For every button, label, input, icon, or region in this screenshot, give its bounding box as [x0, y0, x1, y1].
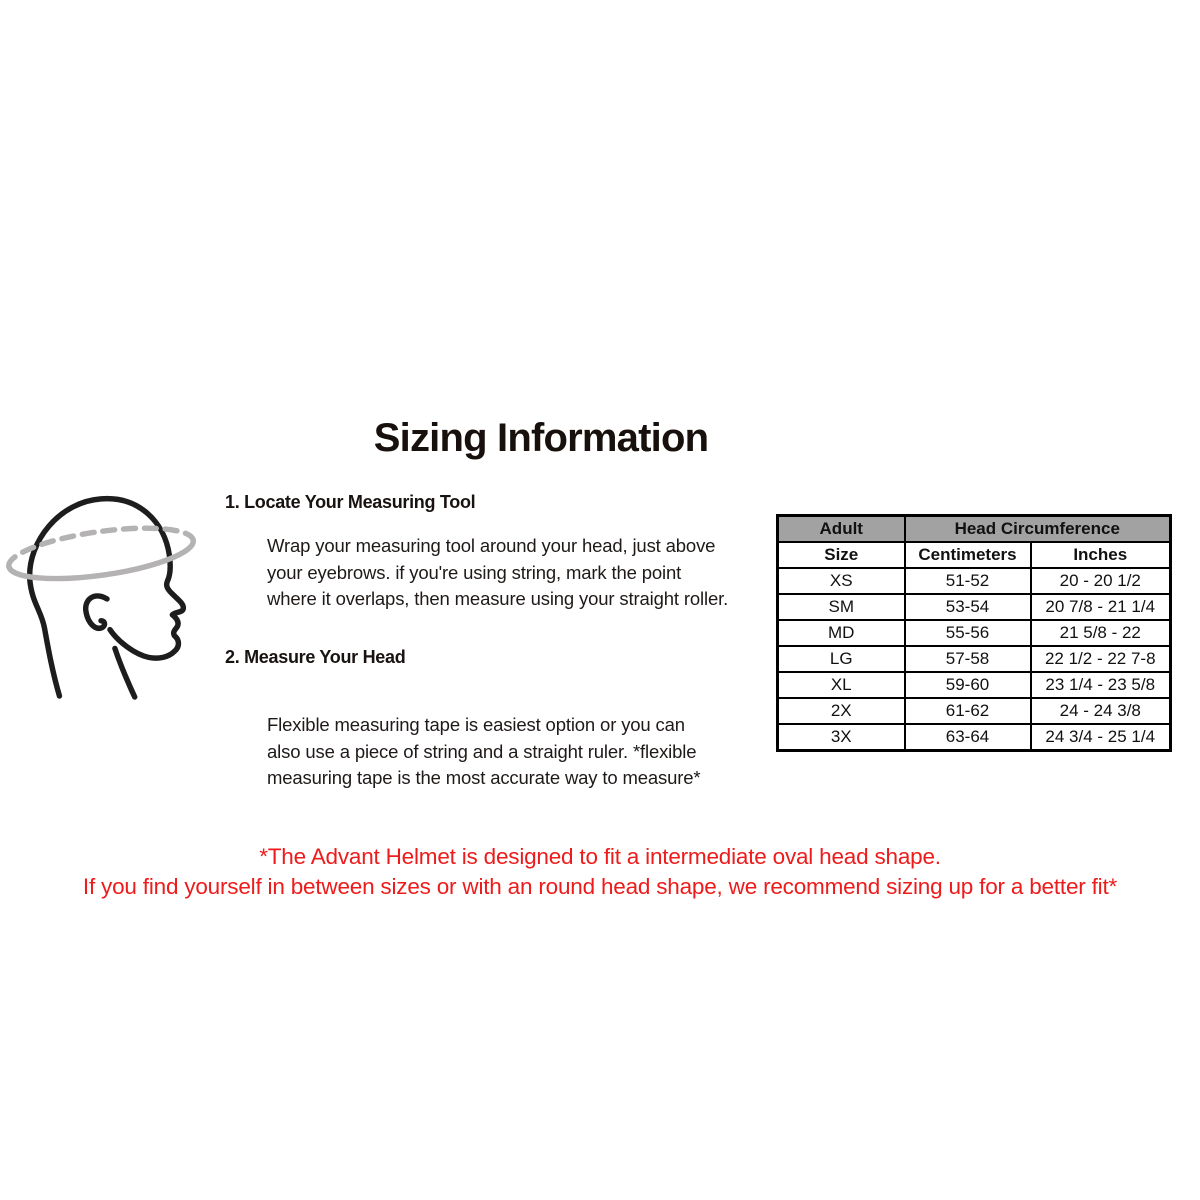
table-group-header-row [778, 516, 1171, 543]
table-row [778, 646, 1171, 672]
inches-cell: 24 - 24 3/8 [1031, 698, 1171, 724]
step-1-body-line: where it overlaps, then measure using your straight roller. [267, 588, 729, 609]
footnote-line: If you find yourself in between sizes or with an round head shape, we recommend sizing up for a better fit* [82, 874, 1118, 899]
head-profile-measuring-tape-icon [2, 482, 210, 700]
footnote-line: *The Advant Helmet is designed to fit a intermediate oval head shape. [259, 844, 941, 869]
inches-cell: 21 5/8 - 22 [1031, 620, 1171, 646]
size-cell: XS [778, 568, 905, 594]
table-column-header-row [778, 542, 1171, 568]
inches-cell: 20 7/8 - 21 1/4 [1031, 594, 1171, 620]
table-row [778, 594, 1171, 620]
head-circumference-header-cell: Head Circumference [905, 516, 1171, 543]
size-cell: LG [778, 646, 905, 672]
step-1-body-line: your eyebrows. if you're using string, mark the point [267, 561, 682, 583]
table-row [778, 672, 1171, 698]
table-row [778, 620, 1171, 646]
size-chart-table [776, 514, 1172, 752]
table-row [778, 724, 1171, 751]
inches-cell: 22 1/2 - 22 7-8 [1031, 646, 1171, 672]
adult-header-cell: Adult [778, 516, 905, 543]
cm-cell: 63-64 [905, 724, 1031, 751]
size-cell: 2X [778, 698, 905, 724]
size-cell: XL [778, 672, 905, 698]
step-2-body-line: measuring tape is the most accurate way to measure* [267, 767, 701, 788]
centimeters-column-header: Centimeters [905, 542, 1031, 568]
size-cell: SM [778, 594, 905, 620]
step-1-body-line: Wrap your measuring tool around your head, just above [267, 535, 716, 556]
inches-cell: 23 1/4 - 23 5/8 [1031, 672, 1171, 698]
cm-cell: 53-54 [905, 594, 1031, 620]
cm-cell: 55-56 [905, 620, 1031, 646]
page-title: Sizing Information [373, 415, 709, 460]
table-row [778, 568, 1171, 594]
inches-cell: 24 3/4 - 25 1/4 [1031, 724, 1171, 751]
step-2-heading: 2. Measure Your Head [225, 647, 406, 667]
size-column-header: Size [778, 542, 905, 568]
step-2-body-line: Flexible measuring tape is easiest option or you can [267, 714, 685, 735]
cm-cell: 51-52 [905, 568, 1031, 594]
step-2-body [267, 712, 700, 792]
table-row [778, 698, 1171, 724]
cm-cell: 59-60 [905, 672, 1031, 698]
head-measure-illustration [2, 482, 210, 700]
inches-column-header: Inches [1031, 542, 1171, 568]
cm-cell: 57-58 [905, 646, 1031, 672]
size-cell: MD [778, 620, 905, 646]
step-1-body [267, 533, 728, 613]
step-2-body-line: also use a piece of string and a straight ruler. *flexible [267, 740, 697, 762]
footnote [0, 842, 1200, 902]
inches-cell: 20 - 20 1/2 [1031, 568, 1171, 594]
cm-cell: 61-62 [905, 698, 1031, 724]
step-1-heading: 1. Locate Your Measuring Tool [225, 492, 476, 512]
size-cell: 3X [778, 724, 905, 751]
